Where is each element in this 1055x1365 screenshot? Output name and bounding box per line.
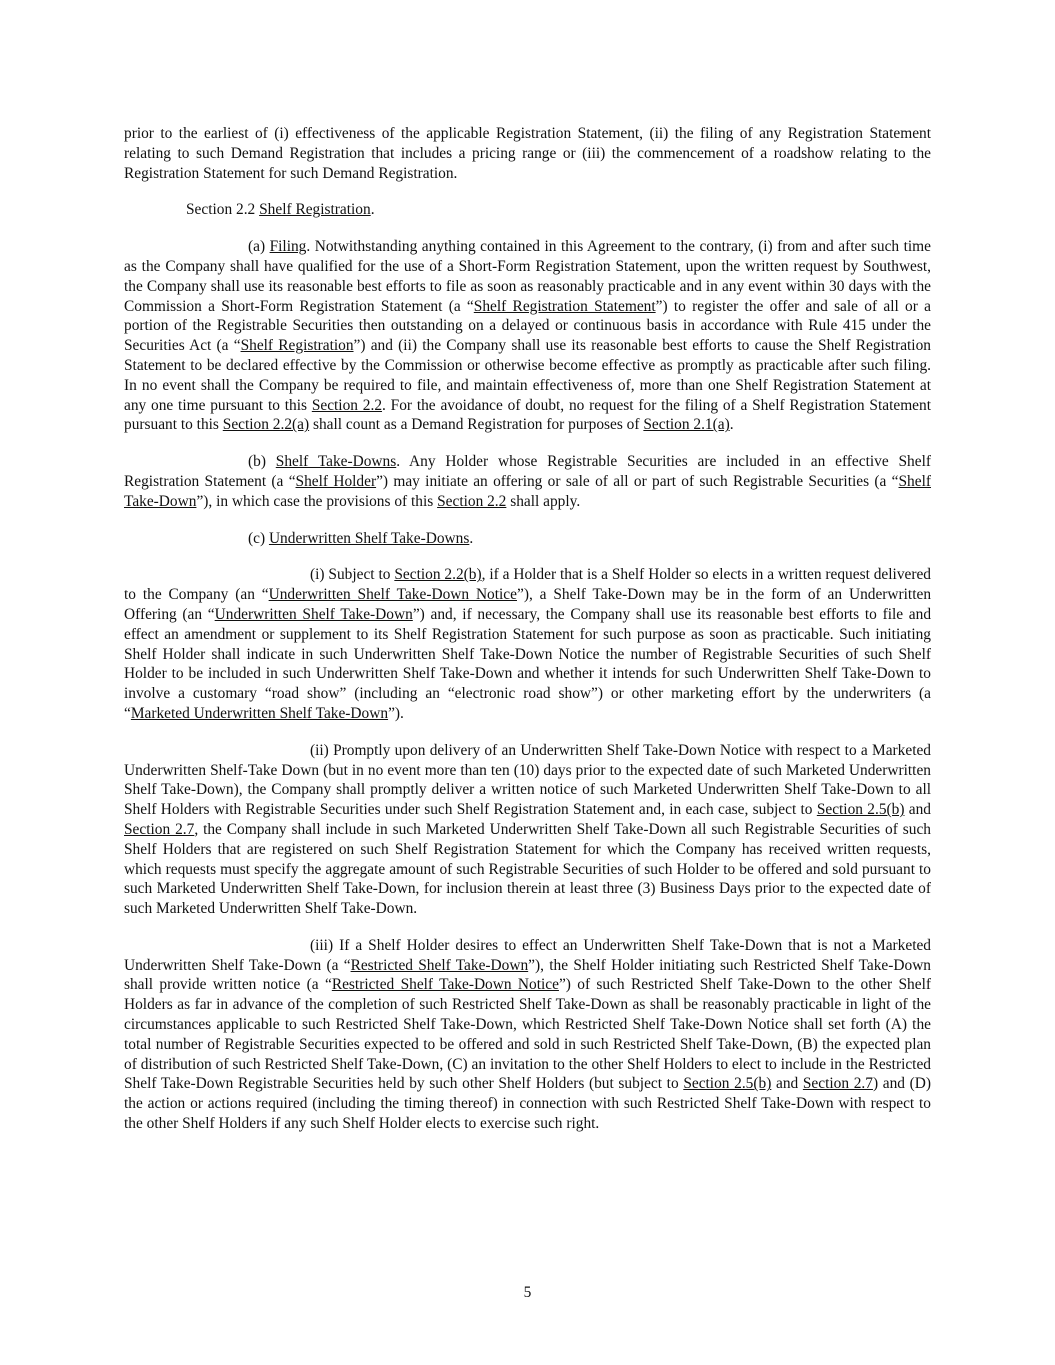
text: ”), in which case the provisions of this	[196, 492, 438, 510]
section-reference: Section 2.7	[802, 1075, 873, 1093]
document-page	[124, 124, 931, 1151]
section-reference: Section 2.2(b)	[394, 566, 482, 584]
subsection-title: Filing	[269, 238, 307, 256]
text: . Any Holder whose Registrable Securities are included in an effective Shelf Registration Statement (a “	[124, 453, 931, 490]
text: Section 2.2	[186, 201, 260, 219]
paragraph-c-iii	[124, 936, 931, 1134]
section-2-2-heading	[124, 200, 931, 220]
paragraph-c-i	[124, 565, 931, 723]
text: .	[370, 201, 375, 219]
paragraph-continuation	[124, 124, 931, 183]
text: prior to the earliest of (i) effectiveness of the applicable Registration Statement, (ii) the filing of any Registration Statement relating to such Demand Registration that includes a pricing range or (iii) the commencement of a roadshow relating to the Registration Statement for such Demand Registration.	[124, 125, 931, 182]
section-title: Shelf Registration	[259, 201, 371, 219]
section-reference: Section 2.1(a)	[643, 416, 730, 434]
defined-term: Shelf Registration Statement	[473, 297, 656, 315]
text: shall count as a Demand Registration for purposes of	[309, 416, 644, 434]
defined-term: Shelf Registration	[240, 337, 354, 355]
text: (b)	[248, 453, 276, 471]
text: ”) to register the offer and sale of all or a portion of the Registrable Securities then outstanding on a delayed or continuous basis in accordance with Rule 415 under the Securities Act (a “	[124, 297, 931, 355]
section-reference: Section 2.2(a)	[222, 416, 310, 434]
text: (c)	[248, 529, 269, 547]
text: and	[904, 801, 931, 819]
text: (a)	[248, 238, 270, 256]
text: , the Company shall include in such Marketed Underwritten Shelf Take-Down all such Registrable Securities of such Shelf Holders that are registered on such Shelf Registration Statement for which the Company has received written requests, which requests must specify the aggregate amount of such Registrable Securities of such Holder to be offered and sold pursuant to such Marketed Underwritten Shelf Take-Down, for inclusion therein at least three (3) Business Days prior to the expected date of such Marketed Underwritten Shelf Take-Down.	[124, 820, 931, 918]
defined-term: Underwritten Shelf Take-Down	[214, 605, 413, 623]
text: ”) and (ii) the Company shall use its reasonable best efforts to cause the Shelf Registration Statement to be declared effective by the Commission or otherwise become effective as promptly as practicable after such filing. In no event shall the Company be required to file, and maintain effectiveness of, more than one Shelf Registration Statement at any one time pursuant to this	[124, 337, 931, 414]
defined-term: Restricted Shelf Take-Down	[350, 956, 529, 974]
defined-term: Shelf Take-Down	[124, 472, 931, 510]
section-reference: Section 2.2	[437, 492, 507, 510]
text: . For the avoidance of doubt, no request for the filing of a Shelf Registration Statement pursuant to this	[124, 396, 931, 434]
text: shall apply.	[506, 492, 581, 510]
section-reference: Section 2.5(b)	[816, 801, 905, 819]
paragraph-c-ii	[124, 741, 931, 919]
text: and	[771, 1075, 803, 1093]
defined-term: Shelf Holder	[295, 472, 377, 490]
text: , if a Holder that is a Shelf Holder so elects in a written request delivered to the Company (an “	[124, 566, 931, 604]
text: ”).	[388, 704, 404, 722]
section-reference: Section 2.7	[124, 820, 195, 838]
defined-term: Underwritten Shelf Take-Down Notice	[268, 586, 517, 604]
section-reference: Section 2.2	[311, 396, 383, 414]
section-reference: Section 2.5(b)	[683, 1075, 772, 1093]
text: .	[729, 416, 734, 434]
text: . Notwithstanding anything contained in this Agreement to the contrary, (i) from and after such time as the Company shall have qualified for the use of a Short-Form Registration Statement, upon the written request by Southwest, the Company shall use its reasonable best efforts to file as soon as reasonably practicable and in any event within 30 days with the Commission a Short-Form Registration Statement (a “	[124, 238, 931, 315]
defined-term: Marketed Underwritten Shelf Take-Down	[130, 704, 389, 722]
text: ”) and, if necessary, the Company shall use its reasonable best efforts to file and effect an amendment or supplement to its Shelf Registration Statement for such purpose as soon as practicable. Such initiating Shelf Holder shall indicate in such Underwritten Shelf Take-Down Notice the number of Registrable Securities of such Shelf Holder to be included in such Underwritten Shelf Take-Down and whether it intends for such Underwritten Shelf Take-Down to involve a customary “road show” (including an “electronic road show”) or other marketing effort by the underwriters (a “	[124, 605, 932, 722]
text: ) and (D) the action or actions required (including the timing thereof) in connection with such Restricted Shelf Take-Down with respect to the other Shelf Holders if any such Shelf Holder elects to exercise such right.	[124, 1075, 931, 1133]
text: ”) may initiate an offering or sale of all or part of such Registrable Securities (a “	[376, 472, 899, 490]
text: (i) Subject to	[310, 566, 395, 584]
text: ”) of such Restricted Shelf Take-Down to the other Shelf Holders as far in advance of the completion of such Restricted Shelf Take-Down as shall be reasonably practicable in light of the circumstances applicable to such Restricted Shelf Take-Down, which Restricted Shelf Take-Down Notice shall set forth (A) the total number of Registrable Securities expected to be offered and sold in such Restricted Shelf Take-Down, (B) the expected plan of distribution of such Restricted Shelf Take-Down, (C) an invitation to the other Shelf Holders to elect to include in the Restricted Shelf Take-Down Registrable Securities held by such other Shelf Holders (but subject to	[124, 976, 931, 1093]
text: .	[469, 529, 474, 547]
defined-term: Restricted Shelf Take-Down Notice	[331, 976, 559, 994]
paragraph-b-shelf-take-downs	[124, 452, 931, 511]
paragraph-a-filing	[124, 237, 931, 435]
text: (iii) If a Shelf Holder desires to effect an Underwritten Shelf Take-Down that is not a Marketed Underwritten Shelf Take-Down (a “	[124, 936, 931, 974]
text: ”), a Shelf Take-Down may be in the form of an Underwritten Offering (an “	[124, 586, 932, 623]
paragraph-c-heading	[124, 529, 931, 549]
text: ”), the Shelf Holder initiating such Restricted Shelf Take-Down shall provide written notice (a “	[124, 956, 932, 994]
subsection-title: Shelf Take-Downs	[275, 453, 397, 471]
page-number: 5	[523, 1284, 532, 1301]
text: (ii) Promptly upon delivery of an Underwritten Shelf Take-Down Notice with respect to a Marketed Underwritten Shelf-Take Down (but in no event more than ten (10) days prior to the expected date of such Marketed Underwritten Shelf Take-Down), the Company shall promptly deliver a written notice of such Marketed Underwritten Shelf Take-Down to all Shelf Holders with Registrable Securities under such Shelf Registration Statement and, in each case, subject to	[124, 741, 931, 819]
subsection-title: Underwritten Shelf Take-Downs	[268, 529, 470, 547]
